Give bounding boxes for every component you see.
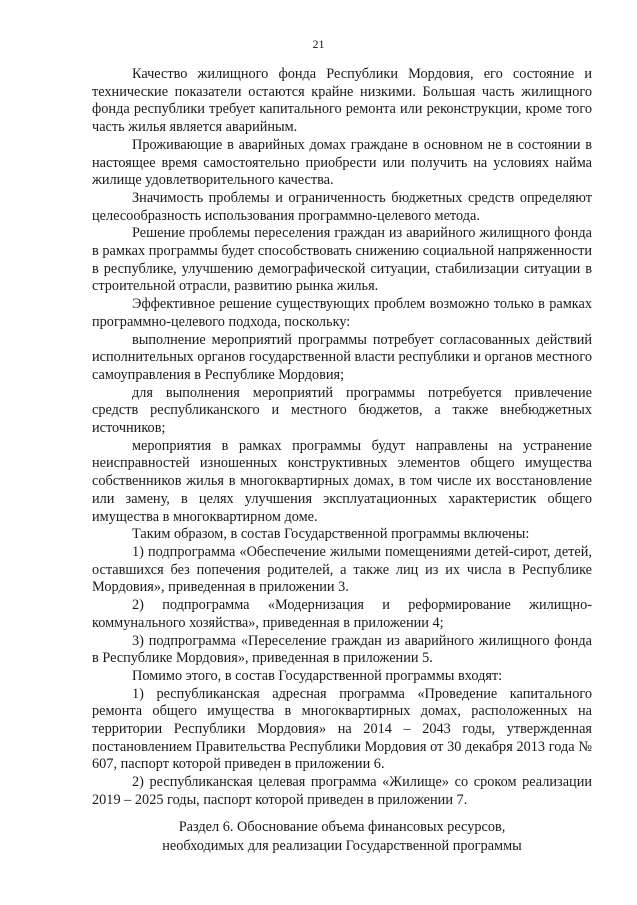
paragraph: Решение проблемы переселения граждан из аварийного жилищного фонда в рамках программы будет способствовать снижению социальной напряженности в республике, улучшению демографической ситуации, стабилизации ситуации в строительной отрасли, развитию рынка жилья. [92,225,592,295]
list-item: 1) подпрограмма «Обеспечение жилыми помещениями детей-сирот, детей, оставшихся без попечения родителей, а также лиц из их числа в Республике Мордовия», приведенная в приложении 3. [92,543,592,596]
paragraph: Помимо этого, в состав Государственной программы входят: [132,667,503,684]
document-body [92,66,592,810]
paragraph: мероприятия в рамках программы будут направлены на устранение неисправностей изношенных конструктивных элементов общего имущества собственников жилья в многоквартирных домах, в том числе их восстановление или замену, в целях улучшения эксплуатационных характеристик общего имущества в многоквартирном доме. [92,437,592,525]
section-heading-line: Раздел 6. Обоснование объема финансовых ресурсов, [178,819,506,835]
paragraph: выполнение мероприятий программы потребует согласованных действий исполнительных органов государственной власти республики и органов местного самоуправления в Республике Мордовия; [92,331,592,383]
paragraph: Качество жилищного фонда Республики Мордовия, его состояние и технические показатели остаются крайне низкими. Большая часть жилищного фонда республики требует капитального ремонта или реконструкции, кроме того часть жилья является аварийным. [92,66,592,136]
section-heading [92,818,592,856]
paragraph: Проживающие в аварийных домах граждане в основном не в состоянии в настоящее время самостоятельно приобрести или получить на условиях найма жилище удовлетворительного качества. [92,136,592,189]
paragraph: Эффективное решение существующих проблем возможно только в рамках программно-целевого подхода, поскольку: [92,296,592,330]
paragraph: Таким образом, в состав Государственной программы включены: [132,526,530,543]
list-item: 3) подпрограмма «Переселение граждан из аварийного жилищного фонда в Республике Мордовия», приведенная в приложении 5. [92,632,592,667]
list-item: 1) республиканская адресная программа «Проведение капитального ремонта общего имущества в многоквартирных домах, расположенных на территории Республики Мордовия» на 2014 – 2043 годы, утвержденная постановлением Правительства Республики Мордовия от 30 декабря 2013 года № 607, паспорт которой приведен в приложении 6. [92,685,592,773]
paragraph: для выполнения мероприятий программы потребуется привлечение средств республиканского и местного бюджетов, а также внебюджетных источников; [92,384,592,437]
list-item: 2) республиканская целевая программа «Жилище» со сроком реализации 2019 – 2025 годы, паспорт которой приведен в приложении 7. [92,774,592,808]
list-item: 2) подпрограмма «Модернизация и реформирование жилищно-коммунального хозяйства», приведенная в приложении 4; [92,597,592,631]
page-number: 21 [312,37,325,51]
paragraph: Значимость проблемы и ограниченность бюджетных средств определяют целесообразность использования программно-целевого метода. [92,189,592,224]
section-heading-line: необходимых для реализации Государственной программы [162,838,522,854]
